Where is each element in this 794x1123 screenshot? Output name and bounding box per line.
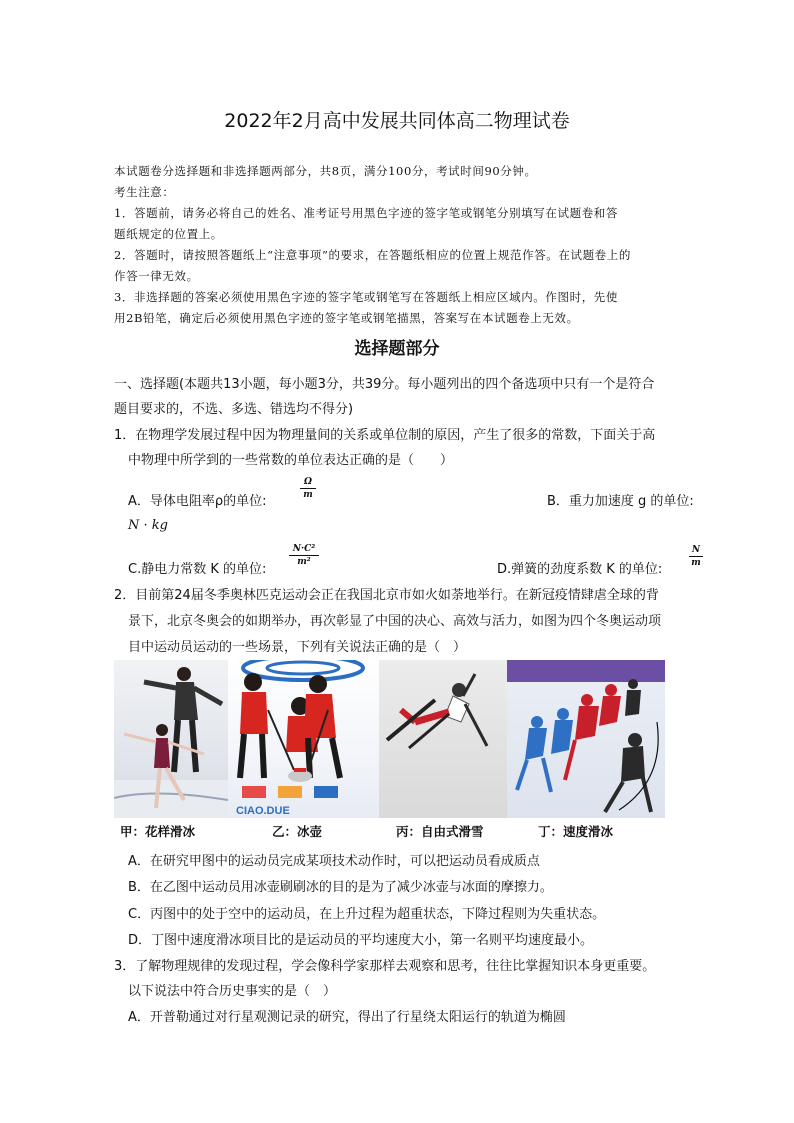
svg-text:CIAO.DUE: CIAO.DUE — [236, 805, 290, 817]
q1-option-b-unit: N · kg — [128, 518, 168, 533]
caption-freestyle-skiing: 丙：自由式滑雪 — [396, 824, 484, 839]
q2-option-a: A．在研究甲图中的运动员完成某项技术动作时，可以把运动员看成质点 — [128, 854, 540, 869]
q1-option-a: A．导体电阻率ρ的单位: — [128, 494, 267, 509]
q1-option-b: B．重力加速度 g 的单位: — [547, 494, 694, 509]
q3-stem: 3．了解物理规律的发现过程，学会像科学家那样去观察和思考，往往比掌握知识本身更重要。 — [114, 959, 656, 974]
page-title: 2022年2月高中发展共同体高二物理试卷 — [224, 110, 570, 132]
q1-option-d: D.弹簧的劲度系数 K 的单位: — [497, 562, 663, 577]
q1-option-a-denominator: m — [303, 490, 313, 500]
caption-curling: 乙：冰壶 — [272, 824, 323, 839]
q1-option-a-fraction — [300, 477, 316, 500]
q1-stem: 1．在物理学发展过程中因为物理量间的关系或单位制的原因，产生了很多的常数，下面关于高 — [114, 428, 656, 443]
q2-option-c: C．丙图中的处于空中的运动员，在上升过程为超重状态，下降过程则为失重状态。 — [128, 907, 606, 922]
q2-option-b: B．在乙图中运动员用冰壶刷刷冰的目的是为了减少冰壶与冰面的摩擦力。 — [128, 880, 553, 895]
figure-skating-photo — [114, 660, 228, 818]
q1-option-c-fraction — [289, 544, 319, 567]
notice-item-3: 3．非选择题的答案必须使用黑色字迹的签字笔或钢笔写在答题纸上相应区域内。作图时，先使 — [114, 290, 619, 304]
notice-item-2-cont: 作答一律无效。 — [114, 269, 199, 283]
speed-skating-photo — [507, 660, 665, 818]
part1-heading-cont: 题目要求的，不选、多选、错选均不得分) — [114, 402, 354, 417]
q2-stem-cont-2: 目中运动员运动的一些场景，下列有关说法正确的是（ ） — [128, 640, 467, 655]
notice-title: 考生注意： — [114, 185, 175, 199]
q1-option-d-fraction — [689, 545, 703, 568]
caption-speed-skating: 丁：速度滑冰 — [538, 824, 614, 839]
q2-stem: 2．目前第24届冬季奥林匹克运动会正在我国北京市如火如荼地举行。在新冠疫情肆虐全球的背 — [114, 588, 659, 603]
q2-option-d: D．丁图中速度滑冰项目比的是运动员的平均速度大小，第一名则平均速度最小。 — [128, 933, 594, 948]
q3-option-a: A．开普勒通过对行星观测记录的研究，得出了行星绕太阳运行的轨道为椭圆 — [128, 1010, 566, 1025]
q1-option-d-denominator: m — [691, 558, 701, 568]
notice-item-1: 1．答题前，请务必将自己的姓名、准考证号用黑色字迹的签字笔或钢笔分别填写在试题卷和答 — [114, 206, 619, 220]
q1-option-d-numerator: N — [691, 545, 701, 555]
curling-photo — [228, 660, 379, 818]
notice-item-3-cont: 用2B铅笔，确定后必须使用黑色字迹的签字笔或钢笔描黑，答案写在本试题卷上无效。 — [114, 311, 579, 325]
q1-stem-cont: 中物理中所学到的一些常数的单位表达正确的是（ ） — [128, 453, 454, 468]
intro-text: 本试题卷分选择题和非选择题两部分，共8页，满分100分，考试时间90分钟。 — [114, 164, 537, 178]
notice-item-2: 2．答题时，请按照答题纸上“注意事项”的要求，在答题纸相应的位置上规范作答。在试题卷上的 — [114, 248, 631, 262]
notice-item-1-cont: 题纸规定的位置上。 — [114, 227, 223, 241]
section-title: 选择题部分 — [354, 339, 440, 359]
q1-option-a-numerator: Ω — [303, 477, 312, 487]
q1-option-c: C.静电力常数 K 的单位: — [128, 562, 267, 577]
part1-heading: 一、选择题(本题共13小题，每小题3分，共39分。每小题列出的四个备选项中只有一个是符合 — [114, 377, 655, 392]
q3-stem-cont: 以下说法中符合历史事实的是（ ） — [128, 984, 337, 999]
q1-option-c-numerator: N·C² — [292, 544, 316, 554]
q2-stem-cont-1: 景下，北京冬奥会的如期举办，再次彰显了中国的决心、高效与活力，如图为四个冬奥运动项 — [128, 614, 662, 629]
caption-figure-skating: 甲：花样滑冰 — [120, 824, 196, 839]
freestyle-skiing-photo — [379, 660, 507, 818]
q1-option-c-denominator: m² — [297, 557, 311, 567]
